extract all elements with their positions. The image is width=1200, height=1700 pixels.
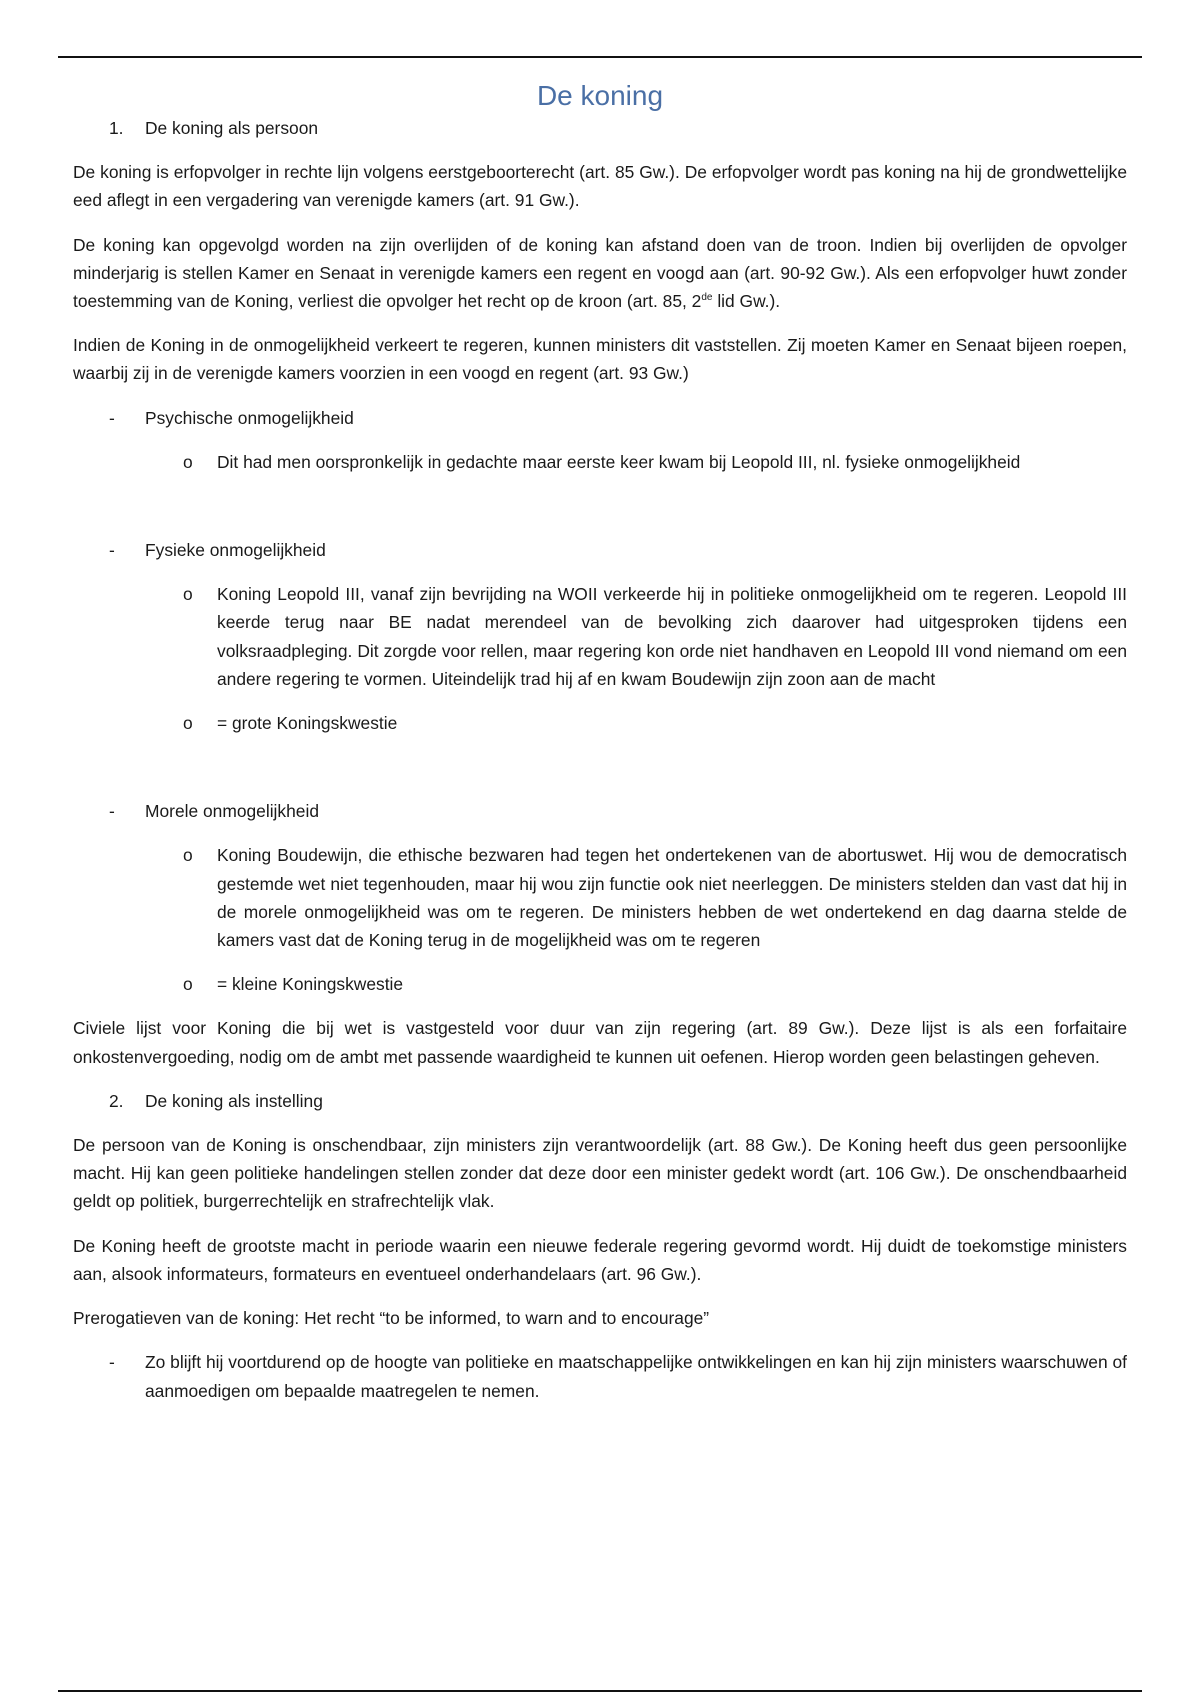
paragraph-erfopvolging: De koning is erfopvolger in rechte lijn volgens eerstgeboorterecht (art. 85 Gw.). De erfopvolger wordt pas koning na hij de grondwettelijke eed aflegt in een vergadering van verenigde kamers (art. 91 Gw.). <box>73 162 1127 211</box>
sub-list-text: Dit had men oorspronkelijk in gedachte maar eerste keer kwam bij Leopold III, nl. fysieke onmogelijkheid <box>217 451 1021 472</box>
sub-list-text: = grote Koningskwestie <box>217 713 398 734</box>
paragraph-text: De koning kan opgevolgd worden na zijn overlijden of de koning kan afstand doen van de troon. Indien bij overlijden de opvolger minderjarig is stellen Kamer en Senaat in verenigde kamers een regent en voogd aan (art. 90-92 Gw.). Als een erfopvolger huwt zonder toestemming van de Koning, verliest die opvolger het recht op de kroon (art. 85, 2 <box>73 234 1127 312</box>
spacer <box>73 753 1127 797</box>
list-item-moreel <box>73 797 1127 825</box>
section-heading-text: De koning als instelling <box>145 1090 323 1111</box>
paragraph-regeringsvorming: De Koning heeft de grootste macht in periode waarin een nieuwe federale regering gevormd wordt. Hij duidt de toekomstige ministers aan, alsook informateurs, formateurs en eventueel onderhandelaars (art. 96 Gw.). <box>73 1235 1127 1284</box>
list-item-fysiek <box>73 536 1127 564</box>
circle-bullet: o <box>183 974 193 995</box>
dash-bullet: - <box>109 540 115 561</box>
dash-bullet: - <box>109 1352 115 1373</box>
document-body <box>73 78 1127 1421</box>
list-item-psychisch <box>73 404 1127 432</box>
header-rule <box>58 56 1142 58</box>
section-number: 2. <box>109 1090 124 1111</box>
list-item-label: Fysieke onmogelijkheid <box>145 540 326 561</box>
sub-list-text: Koning Boudewijn, die ethische bezwaren had tegen het ondertekenen van de abortuswet. Hij wou de democratisch gestemde wet niet tegenhouden, maar hij wou zijn functie ook niet neerleggen. De ministers stelden dan vast dat hij in de morele onmogelijkheid was om te regeren. De ministers hebben de wet ondertekend en dag daarna stelde de kamers vast dat de Koning terug in de mogelijkheid was om te regeren <box>217 845 1127 951</box>
list-item-label: Zo blijft hij voortdurend op de hoogte van politieke en maatschappelijke ontwikkelingen en kan hij zijn ministers waarschuwen of aanmoedigen om bepaalde maatregelen te nemen. <box>145 1352 1127 1401</box>
spacer <box>73 492 1127 536</box>
footer-rule <box>58 1690 1142 1692</box>
sub-list-item <box>73 841 1127 954</box>
list-item-label: Psychische onmogelijkheid <box>145 407 354 428</box>
sub-list-item <box>73 709 1127 737</box>
circle-bullet: o <box>183 451 193 472</box>
circle-bullet: o <box>183 584 193 605</box>
section-heading-2 <box>73 1087 1127 1115</box>
paragraph-civiele-lijst: Civiele lijst voor Koning die bij wet is vastgesteld voor duur van zijn regering (art. 89 Gw.). Deze lijst is als een forfaitaire onkostenvergoeding, nodig om de ambt met passende waardigheid te kunnen uit oefenen. Hierop worden geen belastingen geheven. <box>73 1018 1127 1067</box>
sub-list-item <box>73 580 1127 693</box>
circle-bullet: o <box>183 713 193 734</box>
paragraph-onschendbaar: De persoon van de Koning is onschendbaar, zijn ministers zijn verantwoordelijk (art. 88 Gw.). De Koning heeft dus geen persoonlijke macht. Hij kan geen politieke handelingen stellen zonder dat deze door een minister gedekt wordt (art. 106 Gw.). De onschendbaarheid geldt op politiek, burgerrechtelijk en strafrechtelijk vlak. <box>73 1135 1127 1212</box>
superscript: de <box>701 292 713 304</box>
list-item-prerogatief <box>73 1348 1127 1404</box>
paragraph-onmogelijkheid: Indien de Koning in de onmogelijkheid verkeert te regeren, kunnen ministers dit vaststellen. Zij moeten Kamer en Senaat bijeen roepen, waarbij zij in de verenigde kamers voorzien in een voogd en regent (art. 93 Gw.) <box>73 335 1127 384</box>
paragraph-opvolging <box>73 231 1127 316</box>
circle-bullet: o <box>183 845 193 866</box>
sub-list-item <box>73 970 1127 998</box>
section-number: 1. <box>109 118 124 138</box>
sub-list-item <box>73 448 1127 476</box>
dash-bullet: - <box>109 801 115 822</box>
page-title: De koning <box>536 80 664 111</box>
paragraph-text: lid Gw.). <box>712 291 781 312</box>
section-heading-1 <box>73 114 1127 142</box>
sub-list-text: = kleine Koningskwestie <box>217 974 404 995</box>
section-heading-text: De koning als persoon <box>145 118 319 138</box>
sub-list-text: Koning Leopold III, vanaf zijn bevrijding na WOII verkeerde hij in politieke onmogelijkheid om te regeren. Leopold III keerde terug naar BE nadat merendeel van de bevolking zich daarover had uitgesproken tijdens een volksraadpleging. Dit zorgde voor rellen, maar regering kon orde niet handhaven en Leopold III vond niemand om een andere regering te vormen. Uiteindelijk trad hij af en kwam Boudewijn zijn zoon aan de macht <box>217 584 1127 689</box>
paragraph-prerogatieven: Prerogatieven van de koning: Het recht “to be informed, to warn and to encourage” <box>73 1308 710 1329</box>
list-item-label: Morele onmogelijkheid <box>145 801 319 822</box>
dash-bullet: - <box>109 407 115 428</box>
